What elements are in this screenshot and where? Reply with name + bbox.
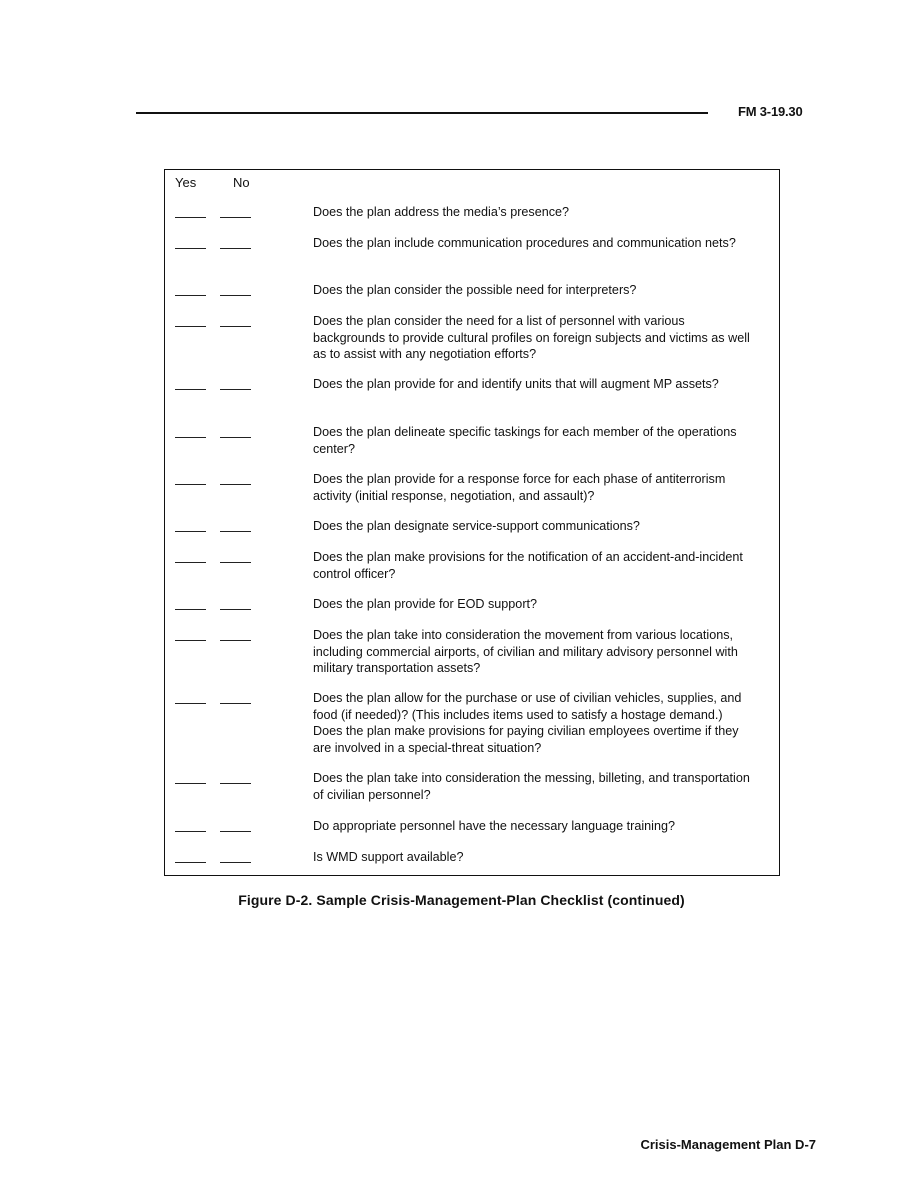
yes-answer-blank[interactable] xyxy=(175,437,206,438)
figure-caption: Figure D-2. Sample Crisis-Management-Plan Checklist (continued) xyxy=(238,892,685,908)
yes-answer-blank[interactable] xyxy=(175,609,206,610)
no-answer-blank[interactable] xyxy=(220,326,251,327)
document-id: FM 3-19.30 xyxy=(738,104,803,119)
no-answer-blank[interactable] xyxy=(220,831,251,832)
checklist-question: Does the plan address the media’s presence? xyxy=(313,205,570,219)
page-footer: Crisis-Management Plan D-7 xyxy=(640,1137,816,1152)
yes-answer-blank[interactable] xyxy=(175,248,206,249)
checklist-question: Does the plan allow for the purchase or use of civilian vehicles, supplies, and food (if needed)? (This includes items used to satisfy a hostage demand.) Does the plan make provisions for paying civilian employees overtime if they are involved in a special-threat situation? xyxy=(313,691,742,755)
yes-answer-blank[interactable] xyxy=(175,640,206,641)
checklist-question: Does the plan consider the need for a list of personnel with various backgrounds to provide cultural profiles on foreign subjects and victims as well as to assist with any negotiation efforts? xyxy=(313,314,750,361)
no-answer-blank[interactable] xyxy=(220,562,251,563)
no-answer-blank[interactable] xyxy=(220,248,251,249)
no-answer-blank[interactable] xyxy=(220,703,251,704)
checklist-question: Does the plan provide for EOD support? xyxy=(313,597,538,611)
yes-answer-blank[interactable] xyxy=(175,862,206,863)
column-header-no: No xyxy=(233,175,250,190)
checklist-question: Does the plan designate service-support communications? xyxy=(313,519,640,533)
column-header-yes: Yes xyxy=(175,175,197,190)
no-answer-blank[interactable] xyxy=(220,437,251,438)
yes-answer-blank[interactable] xyxy=(175,783,206,784)
checklist-question: Does the plan consider the possible need for interpreters? xyxy=(313,283,637,297)
yes-answer-blank[interactable] xyxy=(175,831,206,832)
checklist-question: Does the plan provide for a response force for each phase of antiterrorism activity (initial response, negotiation, and assault)? xyxy=(313,472,726,503)
checklist-question: Does the plan provide for and identify units that will augment MP assets? xyxy=(313,377,719,391)
yes-answer-blank[interactable] xyxy=(175,326,206,327)
no-answer-blank[interactable] xyxy=(220,640,251,641)
checklist-question: Do appropriate personnel have the necessary language training? xyxy=(313,819,675,833)
no-answer-blank[interactable] xyxy=(220,862,251,863)
yes-answer-blank[interactable] xyxy=(175,703,206,704)
no-answer-blank[interactable] xyxy=(220,783,251,784)
yes-answer-blank[interactable] xyxy=(175,389,206,390)
checklist-question: Is WMD support available? xyxy=(313,850,464,864)
header-rule xyxy=(136,112,708,114)
yes-answer-blank[interactable] xyxy=(175,531,206,532)
yes-answer-blank[interactable] xyxy=(175,217,206,218)
yes-answer-blank[interactable] xyxy=(175,562,206,563)
checklist-question: Does the plan delineate specific taskings for each member of the operations center? xyxy=(313,425,737,456)
checklist-box xyxy=(164,169,780,876)
checklist-question: Does the plan take into consideration the movement from various locations, including commercial airports, of civilian and military advisory personnel with military transportation assets? xyxy=(313,628,738,675)
checklist-question: Does the plan take into consideration the messing, billeting, and transportation of civilian personnel? xyxy=(313,771,750,802)
no-answer-blank[interactable] xyxy=(220,217,251,218)
no-answer-blank[interactable] xyxy=(220,531,251,532)
yes-answer-blank[interactable] xyxy=(175,295,206,296)
checklist-question: Does the plan make provisions for the notification of an accident-and-incident control officer? xyxy=(313,550,743,581)
checklist-question: Does the plan include communication procedures and communication nets? xyxy=(313,236,736,250)
no-answer-blank[interactable] xyxy=(220,609,251,610)
no-answer-blank[interactable] xyxy=(220,389,251,390)
no-answer-blank[interactable] xyxy=(220,484,251,485)
yes-answer-blank[interactable] xyxy=(175,484,206,485)
no-answer-blank[interactable] xyxy=(220,295,251,296)
